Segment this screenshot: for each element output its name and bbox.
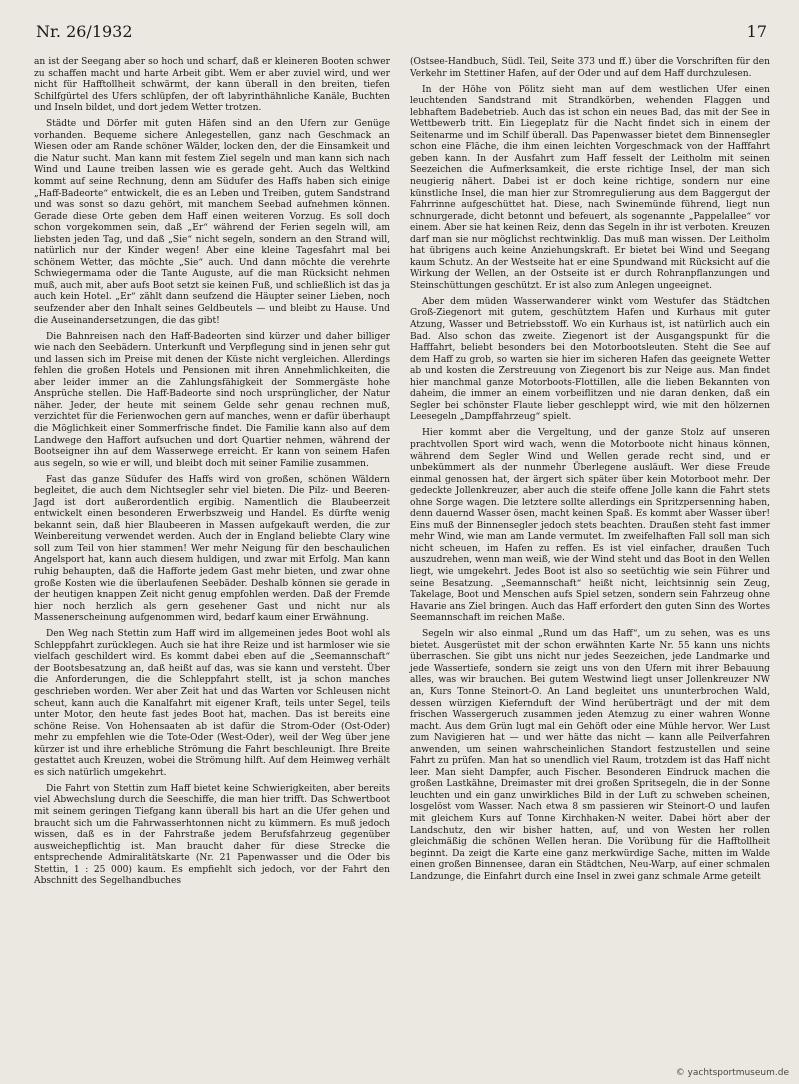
paragraph: Die Bahnreisen nach den Haff-Badeorten sind kürzer und daher billiger wie nach den Seebädern. Unterkunft und Verpflegung sind in jenen sehr gut und lassen sich im Preise mit denen der Küste nicht vergleichen. Allerdings fehlen die großen Hotels und Pensionen mit ihren Annehmlichkeiten, die aber leider immer an die Zahlungsfähigkeit der Sommergäste hohe Ansprüche stellen. Die Haff-Badeorte sind noch ursprünglicher, der Natur näher. Jeder, der heute mit seinem Gelde sehr genau rechnen muß, verzichtet für die Ferienwochen gern auf manches, wenn er dafür überhaupt die Möglichkeit einer Sommerfrische findet. Die Familie kann also auf dem Landwege den Haffort aufsuchen und dort Quartier nehmen, während der Bootseigner ihn auf dem Wasserwege erreicht. Er kann von seinem Hafen aus segeln, so wie er will, und bleibt doch mit seiner Familie zusammen. <box>34 331 390 469</box>
paragraph: Segeln wir also einmal „Rund um das Haff“, um zu sehen, was es uns bietet. Ausgerüstet mit der schon erwähnten Karte Nr. 55 kann uns nichts überraschen. Sie gibt uns nicht nur jedes Seezeichen, jede Landmarke und jede Wassertiefe, sondern sie zeigt uns von den Ufern mit ihrer Bebauung alles, was wir brauchen. Bei gutem Westwind liegt unser Jollenkreuzer NW an, Kurs Tonne Steinort-O. An Land begleitet uns ununterbrochen Wald, dessen würzigen Kiefernduft der Wind herüberträgt und der mit dem frischen Wassergeruch zusammen jeden Atemzug zu einer wahren Wonne macht. Aus dem Grün lugt mal ein Gehöft oder eine Mühle hervor. Wer Lust zum Navigieren hat — und wer hätte das nicht — kann alle Peilverfahren anwenden, um seinen wahrscheinlichen Standort festzustellen und seine Fahrt zu prüfen. Man hat so unendlich viel Raum, trotzdem ist das Haff nicht leer. Man sieht Dampfer, auch Fischer. Besonderen Eindruck machen die großen Lastkähne, Dreimaster mit drei großen Spritsegeln, die in der Sonne leuchten und ein ganz unwirkliches Bild in der Luft zu schweben scheinen, losgelöst vom Wasser. Nach etwa 8 sm passieren wir Steinort-O und laufen mit gleichem Kurs auf Tonne Kirchhaken-N weiter. Dabei hört aber der Landschutz, den wir bisher hatten, auf, und von Westen her rollen gleichmäßig die schönen Wellen heran. Die Vorübung für die Hafftollheit beginnt. Da zeigt die Karte eine ganz merkwürdige Sache, mitten im Walde einen großen Binnensee, daran ein Städtchen, Neu-Warp, auf einer schmalen Landzunge, die Einfahrt durch eine Insel in zwei ganz schmale Arme geteilt <box>410 629 770 882</box>
watermark: © yachtsportmuseum.de <box>675 1068 789 1078</box>
page-number: 17 <box>746 22 767 41</box>
paragraph: In der Höhe von Pölitz sieht man auf dem westlichen Ufer einen leuchtenden Sandstrand mit Strandkörben, wehenden Flaggen und lebhaftem Badebetrieb. Auch das ist schon ein neues Bad, das mit der See in Wettbewerb tritt. Ein Liegeplatz für die Nacht findet sich in einem der Seitenarme und im Schilf überall. Das Papenwasser bietet dem Binnensegler schon eine Fläche, die ihm einen leichten Vorgeschmack von der Hafffahrt geben kann. In der Ausfahrt zum Haff fesselt der Leitholm mit seinen Seezeichen die Aufmerksamkeit, die erste richtige Insel, der man sich neugierig nähert. Dabei ist er doch keine richtige, sondern nur eine künstliche Insel, die man hier zur Stromregulierung aus dem Baggergut der Fahrrinne aufgeschüttet hat. Diese, nach Swinemünde führend, liegt nun schnurgerade, dicht betonnt und befeuert, als sogenannte „Pappelallee“ vor einem. Aber sie hat keinen Reiz, denn das Segeln in ihr ist verboten. Kreuzen darf man sie nur möglichst rechtwinklig. Das muß man wissen. Der Leitholm hat übrigens auch keine Anziehungskraft. Er bietet bei Wind und Seegang kaum Schutz. An der Westseite hat er eine Spundwand mit Rücksicht auf die Wirkung der Wellen, an der Ostseite ist er durch Rohranpflanzungen und Steinschüttungen geschützt. Er ist also zum Anlegen ungeeignet. <box>410 84 770 291</box>
page-header <box>36 22 767 48</box>
paragraph: Städte und Dörfer mit guten Häfen sind an den Ufern zur Genüge vorhanden. Bequeme sichere Anlegestellen, ganz nach Geschmack an Wiesen oder am Rande schöner Wälder, locken den, der die Einsamkeit und die Natur sucht. Man kann mit festem Ziel segeln und man kann sich nach Wind und Laune treiben lassen wie es gerade geht. Auch das Weltkind kommt auf seine Rechnung, denn am Südufer des Haffs haben sich einige „Haff-Badeorte“ entwickelt, die es an Leben und Treiben, gutem Sandstrand und was sonst so dazu gehört, mit manchem Seebad aufnehmen können. Gerade diese Orte geben dem Haff einen weiteren Vorzug. Es soll doch schon vorgekommen sein, daß „Er“ während der Ferien segeln will, am liebsten jeden Tag, und daß „Sie“ nicht segeln, sondern an den Strand will, natürlich nur der Kinder wegen! Aber eine kleine Tagesfahrt mal bei schönem Wetter, das möchte „Sie“ auch. Und dann möchte die verehrte Schwiegermama oder die Tante Auguste, auf die man Rücksicht nehmen muß, auch mit, aber aufs Boot setzt sie keinen Fuß, und schließlich ist das ja auch kein Hotel. „Er“ zählt dann seufzend die Häupter seiner Lieben, noch seufzender aber den Inhalt seines Geldbeutels — und bleibt zu Hause. Und die Auseinandersetzungen, die das gibt! <box>34 119 390 326</box>
right-column <box>410 57 770 888</box>
paragraph: Aber dem müden Wasserwanderer winkt vom Westufer das Städtchen Groß-Ziegenort mit gutem, geschütztem Hafen und Kurhaus mit guter Atzung, Wasser und Betriebsstoff. Wo ein Kurhaus ist, ist natürlich auch ein Bad. Also schon das zweite. Ziegenort ist der Ausgangspunkt für die Hafffahrt, beliebt besonders bei den Motorbootsleuten. Steht die See auf dem Haff zu grob, so warten sie hier im sicheren Hafen das geeignete Wetter ab und kosten die Zerstreuung von Ziegenort bis zur Neige aus. Man findet hier manchmal ganze Motorboots-Flottillen, alle die lieben Bekannten von daheim, die immer an einem vorbeiflitzen und nie daran denken, daß ein Segler bei schönster Flaute lieber geschleppt wird, wie mit den hölzernen Leesegeln „Dampffahrzeug“ spielt. <box>410 296 770 423</box>
paragraph: Fast das ganze Südufer des Haffs wird von großen, schönen Wäldern begleitet, die auch dem Nichtsegler sehr viel bieten. Die Pilz- und Beeren-Jagd ist dort außerordentlich ergibig. Namentlich die Blaubeerzeit entwickelt einen besonderen Erwerbszweig und Handel. Es dürfte wenig bekannt sein, daß hier Blaubeeren in Massen aufgekauft werden, die zur Weinbereitung verwendet werden. Auch der in England beliebte Clary wine soll zum Teil von hier stammen! Wer mehr Neigung für den beschaulichen Angelsport hat, kann auch diesem huldigen, und zwar mit Erfolg. Man kann ruhig behaupten, daß die Hafforte jedem Gast mehr bieten, und zwar ohne große Kosten wie die überlaufenen Seebäder. Deshalb können sie gerade in der heutigen knappen Zeit nicht genug empfohlen werden. Daß der Fremde hier noch herzlich als gern gesehener Gast und nicht nur als Massenerscheinung aufgenommen wird, bedarf kaum einer Erwähnung. <box>34 474 390 624</box>
left-column <box>34 57 390 892</box>
paragraph: Hier kommt aber die Vergeltung, und der ganze Stolz auf unseren prachtvollen Sport wird wach, wenn die Motorboote nicht hinaus können, während dem Segler Wind und Wellen gerade recht sind, und er unbekümmert als der nunmehr Überlegene ausläuft. Wer diese Freude einmal genossen hat, der ärgert sich später über kein Motorboot mehr. Der gedeckte Jollenkreuzer, aber auch die steife offene Jolle kann die Fahrt stets ohne Sorge wagen. Die letztere sollte allerdings ein Spritzpersenning haben, denn dauernd Wasser ösen, macht keinen Spaß. Es kommt aber Wasser über! Eins muß der Binnensegler jedoch stets beachten. Draußen steht fast immer mehr Wind, wie man am Lande vermutet. Im zweifelhaften Fall soll man sich nicht scheuen, im Hafen zu reffen. Es ist viel einfacher, draußen Tuch auszudrehen, wenn man weiß, wie der Wind steht und das Boot in den Wellen liegt, wie umgekehrt. Jedes Boot ist also so seetüchtig wie sein Führer und seine Besatzung. „Seemannschaft“ heißt nicht, leichtsinnig sein Zeug, Takelage, Boot und Menschen aufs Spiel setzen, sondern sein Fahrzeug ohne Havarie ans Ziel bringen. Auch das Haff erfordert den guten Sinn des Wortes Seemannschaft im reichen Maße. <box>410 428 770 624</box>
paragraph: an ist der Seegang aber so hoch und scharf, daß er kleineren Booten schwer zu schaffen macht und harte Arbeit gibt. Wem er aber zuviel wird, und wer nicht für Hafftollheit schwärmt, der kann überall in den breiten, tiefen Schilfgürtel des Ufers schlüpfen, der oft labyrinthähnliche Kanäle, Buchten und Inseln bildet, und dort jedem Wetter trotzen. <box>34 57 390 114</box>
paragraph: (Ostsee-Handbuch, Südl. Teil, Seite 373 und ff.) über die Vorschriften für den Verkehr im Stettiner Hafen, auf der Oder und auf dem Haff durchzulesen. <box>410 57 770 79</box>
paragraph: Den Weg nach Stettin zum Haff wird im allgemeinen jedes Boot wohl als Schleppfahrt zurücklegen. Auch sie hat ihre Reize und ist harmloser wie sie vielfach geschildert wird. Es kommt dabei eben auf die „Seemannschaft“ der Bootsbesatzung an, daß heißt auf das, was sie kann und versteht. Über die Anforderungen, die die Schleppfahrt stellt, ist ja schon manches geschrieben worden. Wer aber Zeit hat und das Warten vor Schleusen nicht scheut, kann auch die Kanalfahrt mit eigener Kraft, teils unter Segel, teils unter Motor, den heute fast jedes Boot hat, machen. Das ist bereits eine schöne Reise. Von Hohensaaten ab ist dafür die Strom-Oder (Ost-Oder) mehr zu empfehlen wie die Tote-Oder (West-Oder), weil der Weg über jene kürzer ist und ihre erhebliche Strömung die Fahrt beschleunigt. Ihre Breite gestattet auch Kreuzen, wobei die Strömung hilft. Auf dem Heimweg verhält es sich natürlich umgekehrt. <box>34 629 390 778</box>
paragraph: Die Fahrt von Stettin zum Haff bietet keine Schwierigkeiten, aber bereits viel Abwechslung durch die Seeschiffe, die man hier trifft. Das Schwertboot mit seinem geringen Tiefgang kann überall bis hart an die Ufer gehen und braucht sich um die Fahrwasserhtonnen nicht zu kümmern. Es muß jedoch wissen, daß es in der Fahrstraße jedem Berufsfahrzeug gegenüber ausweichepflichtig ist. Man braucht daher für diese Strecke die entsprechende Admiralitätskarte (Nr. 21 Papenwasser und die Oder bis Stettin, 1 : 25 000) kaum. Es empfiehlt sich jedoch, vor der Fahrt den Abschnitt des Segelhandbuches <box>34 783 390 887</box>
issue-number: Nr. 26/1932 <box>36 22 133 41</box>
